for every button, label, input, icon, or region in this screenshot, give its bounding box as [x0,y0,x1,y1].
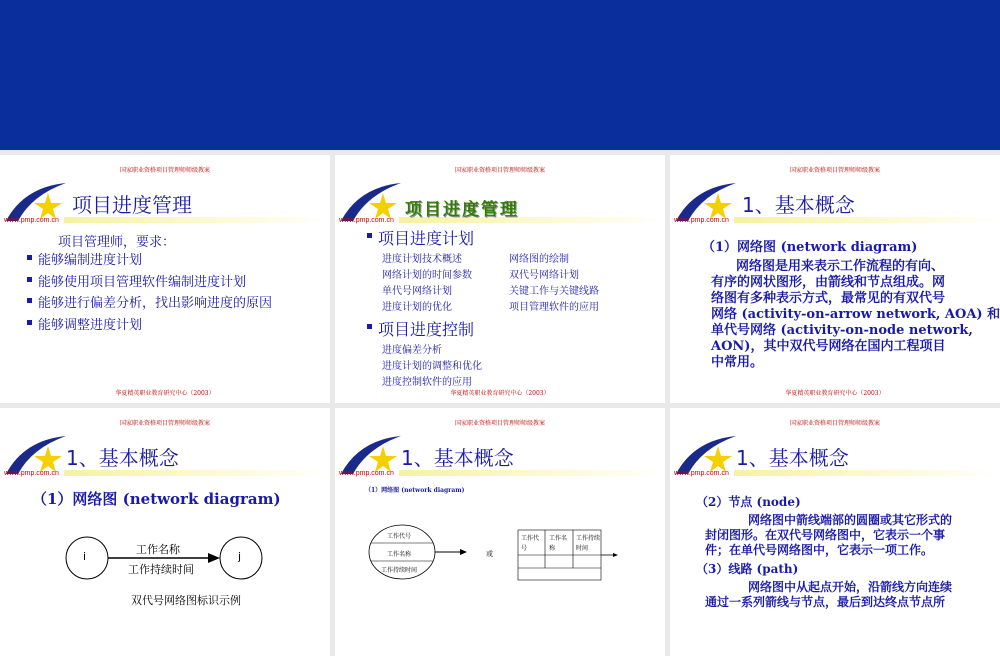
slide-title: 1、基本概念 [66,446,179,470]
slide-thumbnail-1[interactable] [0,155,330,403]
aon-diagram [335,408,665,656]
slide-title: 项目进度管理 [72,193,192,217]
slide-title: 1、基本概念 [742,193,855,217]
paragraph-line: 通过一系列箭线与节点，最后到达终点节点所 [705,595,946,609]
list-item: 能够使用项目管理软件编制进度计划 [38,275,247,290]
list-item: 进度控制软件的应用 [382,377,472,388]
slide-thumbnail-4[interactable] [0,408,330,656]
list-item: 进度计划的优化 [382,302,452,313]
node-row-label: 工作代号 [387,533,412,540]
table-header: 工作名称 [549,535,568,552]
slide-title: 项目进度管理 [405,200,519,220]
node-i-label: i [83,550,87,563]
arrow-bottom-label: 工作持续时间 [128,563,194,576]
slide-thumbnail-3[interactable] [670,155,1000,403]
list-item: 进度计划技术概述 [382,254,462,265]
slide-header: 国家职业资格项目管理师师级教案 [119,167,210,174]
intro-text: 项目管理师，要求： [58,235,176,250]
bullet-icon [27,255,32,260]
table-header: 工作持续时间 [576,535,601,552]
diagram-caption: 双代号网络图标识示例 [131,594,241,607]
paragraph-line: 件；在单代号网络图中，它表示一项工作。 [705,543,934,557]
paragraph-line: AON)，其中双代号网络在国内工程项目 [711,339,946,354]
slide-title: 1、基本概念 [736,446,849,470]
paragraph-line: 单代号网络 (activity-on-node network, [711,323,973,338]
list-item: 能够调整进度计划 [38,318,143,333]
subheading: （3）线路 (path) [696,562,799,576]
bullet-icon [27,298,32,303]
node-row-label: 工作持续时间 [381,567,418,574]
site-url: www.pmp.com.cn [339,470,394,477]
list-item: 单代号网络计划 [382,286,452,297]
arrow-top-label: 工作名称 [136,543,180,556]
slide-header: 国家职业资格项目管理师师级教案 [119,420,210,427]
list-item: 进度偏差分析 [382,345,442,356]
site-url: www.pmp.com.cn [4,470,59,477]
list-item: 网络计划的时间参数 [382,270,472,281]
subheading: （1）网络图 (network diagram) [702,240,918,255]
paragraph-line: 网络图中箭线端部的圆圈或其它形式的 [748,513,953,527]
table-header: 工作代号 [521,535,540,552]
list-item: 关键工作与关键线路 [509,286,599,297]
top-banner [0,0,1000,150]
arrow-head-icon [208,553,220,563]
slide-thumbnail-6[interactable] [670,408,1000,656]
list-item: 网络图的绘制 [509,254,569,265]
subheading: （1）网络图 (network diagram) [32,490,281,508]
list-item: 项目管理软件的应用 [509,302,599,313]
site-url: www.pmp.com.cn [674,217,729,224]
subheading: （1）网络图 (network diagram) [365,487,465,494]
bullet-icon [367,233,372,238]
site-url: www.pmp.com.cn [674,470,729,477]
paragraph-line: 网络 (activity-on-arrow network, AOA) 和 [711,307,1000,322]
or-label: 或 [486,550,493,558]
slide-footer: 华夏精英职业教育研究中心（2003） [785,390,885,397]
aoa-diagram [0,408,330,656]
site-url: www.pmp.com.cn [4,217,59,224]
slide-thumbnail-2[interactable] [335,155,665,403]
section-heading: 项目进度计划 [378,229,475,248]
node-i-circle [66,537,108,579]
site-url: www.pmp.com.cn [339,217,394,224]
bullet-icon [27,320,32,325]
paragraph-line: 网络图中从起点开始，沿箭线方向连续 [748,580,953,594]
slide-thumbnail-5[interactable] [335,408,665,656]
slide-header: 国家职业资格项目管理师师级教案 [789,420,880,427]
section-heading: 项目进度控制 [378,320,475,339]
slide-footer: 华夏精英职业教育研究中心（2003） [450,390,550,397]
paragraph-line: 网络图是用来表示工作流程的有向、 [736,259,945,274]
paragraph-line: 封闭图形。在双代号网络图中，它表示一个事 [705,528,946,542]
bullet-icon [367,324,372,329]
list-item: 能够进行偏差分析，找出影响进度的原因 [38,296,273,311]
subheading: （2）节点 (node) [696,495,801,509]
arrow-head-icon [460,549,467,555]
slide-footer: 华夏精英职业教育研究中心（2003） [115,390,215,397]
paragraph-line: 中常用。 [711,355,764,370]
paragraph-line: 有序的网状图形，由箭线和节点组成。网 [711,275,946,290]
node-j-label: j [238,550,242,563]
list-item: 进度计划的调整和优化 [382,361,482,372]
slide-header: 国家职业资格项目管理师师级教案 [454,420,545,427]
node-row-label: 工作名称 [387,551,412,558]
list-item: 能够编制进度计划 [38,253,143,268]
slide-title: 1、基本概念 [401,446,514,470]
slide-header: 国家职业资格项目管理师师级教案 [789,167,880,174]
paragraph-line: 络图有多种表示方式，最常见的有双代号 [711,291,946,306]
slide-header: 国家职业资格项目管理师师级教案 [454,167,545,174]
list-item: 双代号网络计划 [509,270,579,281]
bullet-icon [27,277,32,282]
